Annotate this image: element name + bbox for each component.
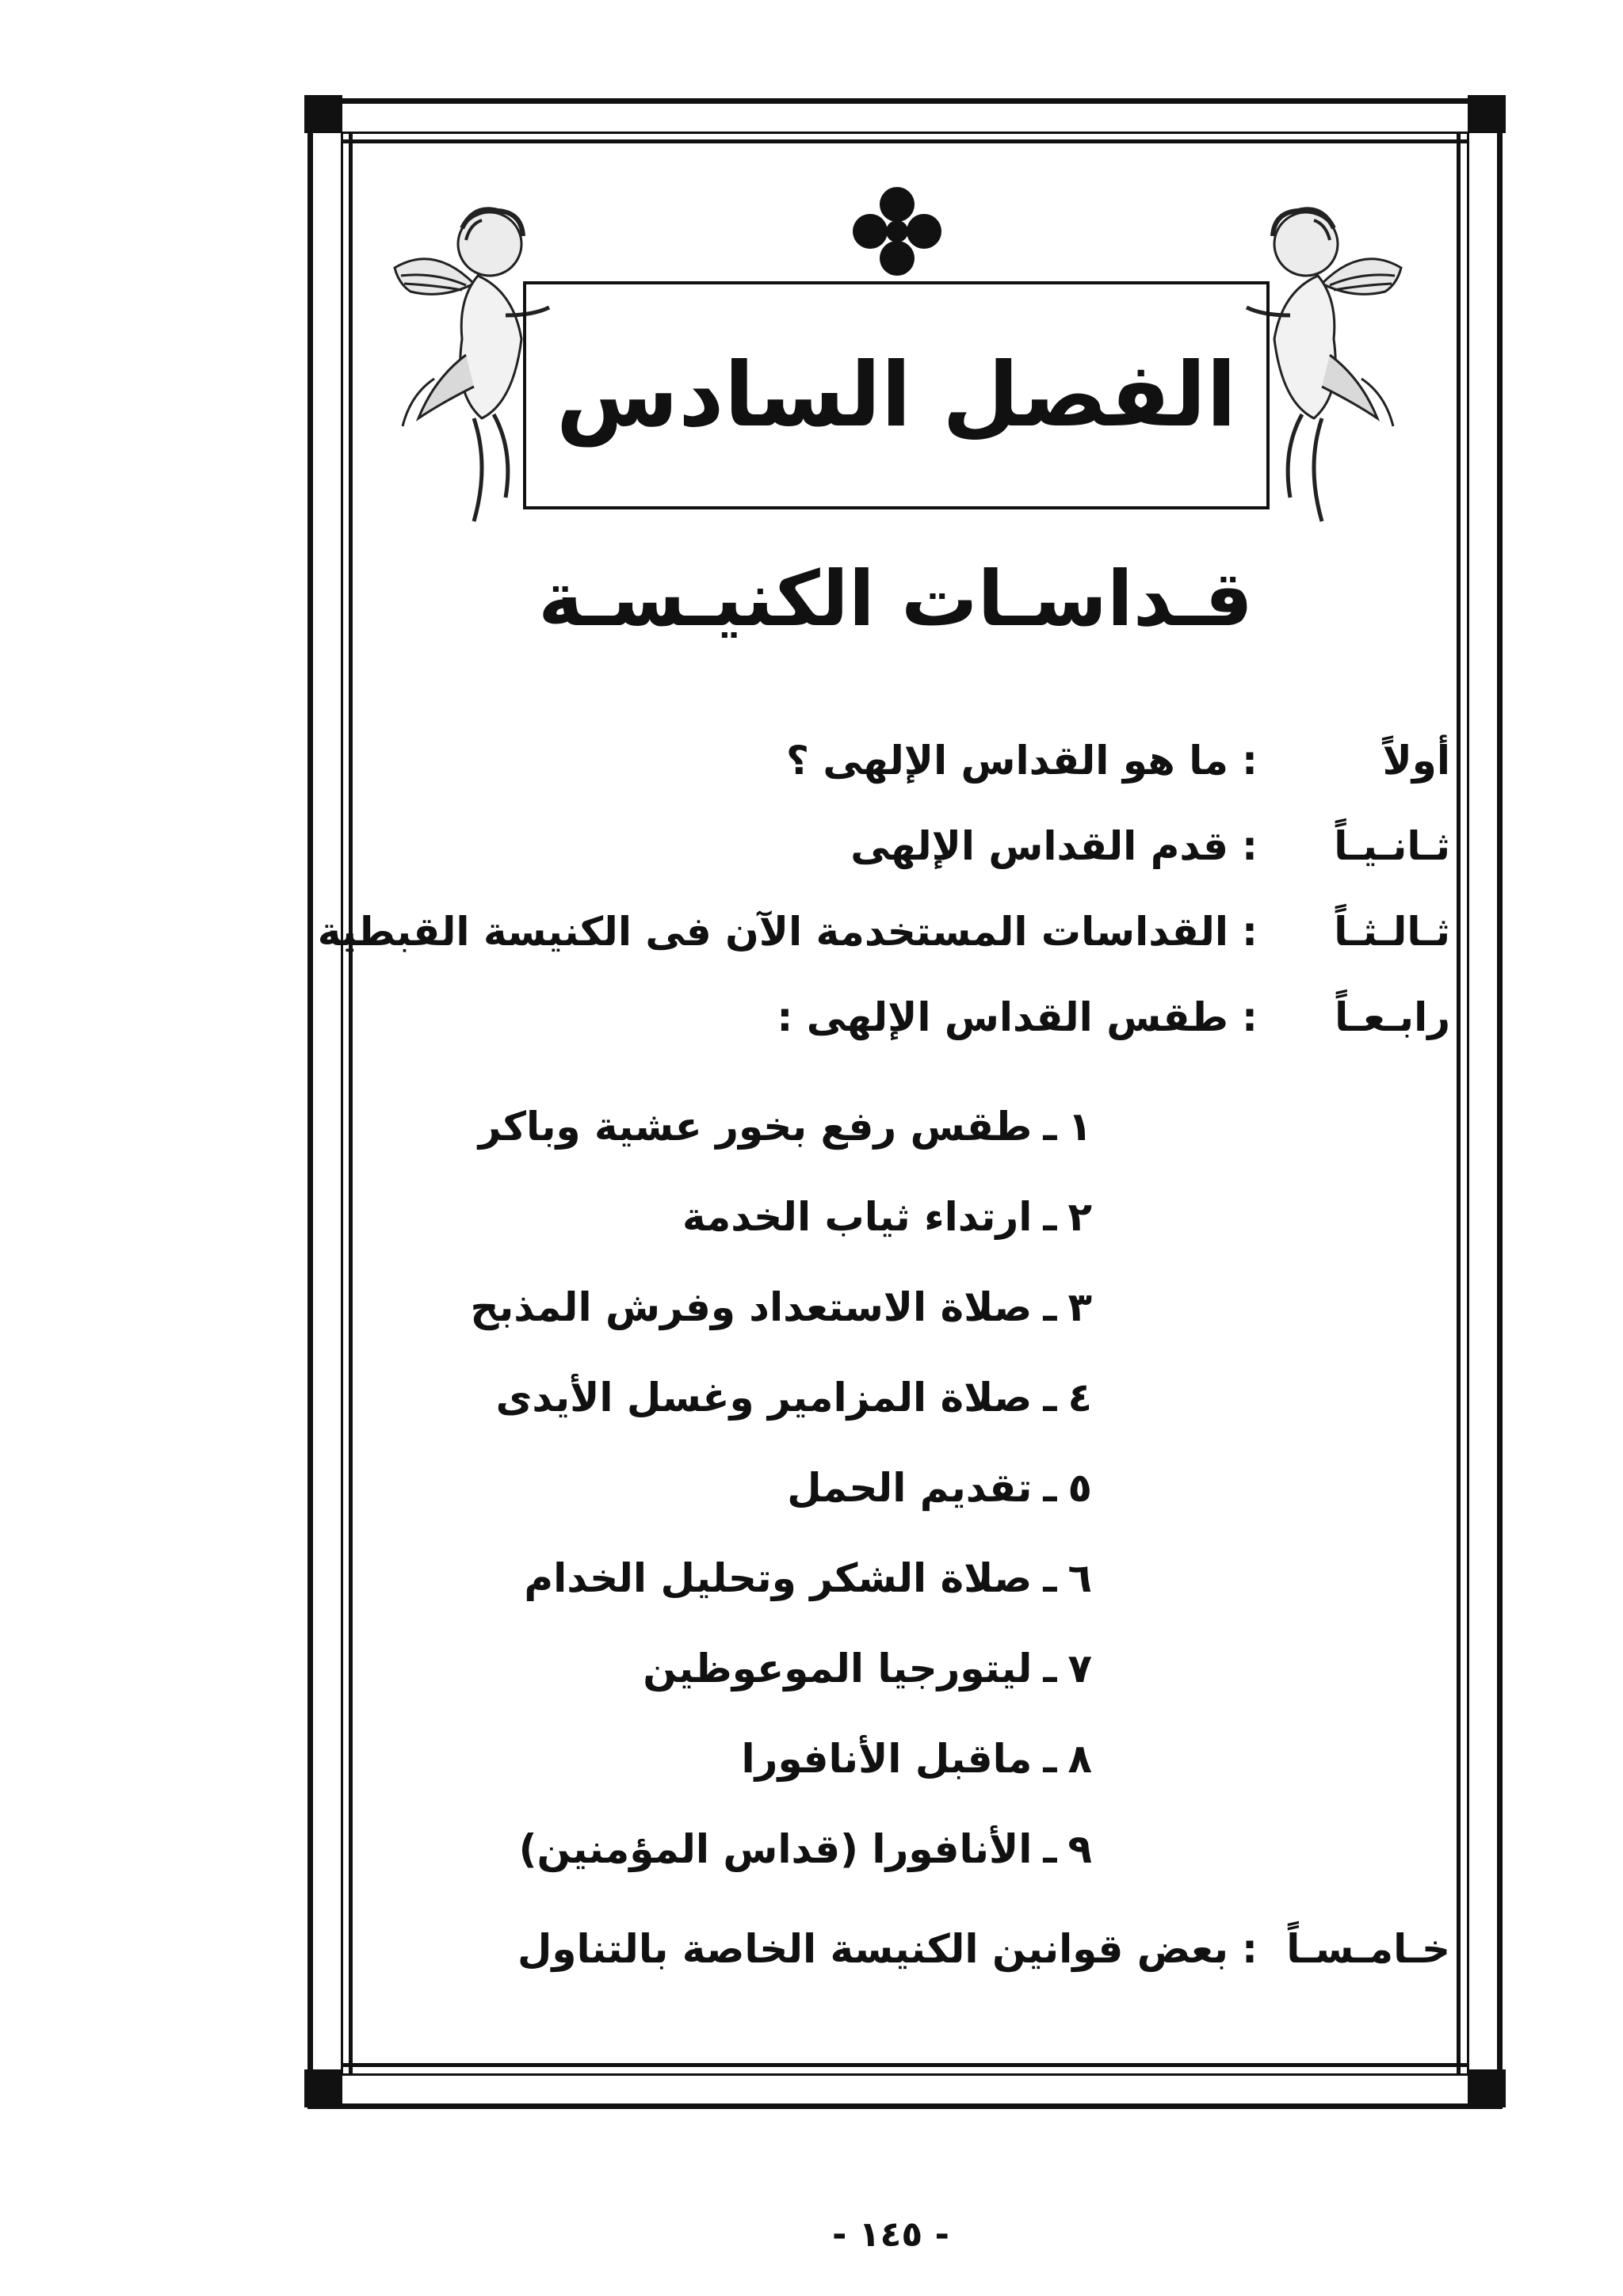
list-item <box>787 1456 1092 1520</box>
outline-label: ثـانـيـاً <box>1334 823 1450 869</box>
corner-square-bottom-left <box>304 2069 342 2107</box>
list-item-number: ٤ <box>1067 1375 1092 1421</box>
list-item-text: صلاة الشكر وتحليل الخدام <box>524 1555 1033 1601</box>
list-item-dash: ـ <box>1043 1194 1057 1240</box>
list-item-number: ٧ <box>1067 1646 1092 1691</box>
outline-text: ما هو القداس الإلهى ؟ <box>785 738 1228 784</box>
outline-separator: : <box>1242 994 1258 1040</box>
section-title: قـداسـات الكنيـسـة <box>538 555 1253 643</box>
list-item-number: ٢ <box>1067 1194 1092 1240</box>
list-item <box>470 1276 1092 1339</box>
outline-label: ثـالـثـاً <box>1334 909 1450 955</box>
outline-text: بعض قوانين الكنيسة الخاصة بالتناول <box>517 1926 1228 1972</box>
list-item <box>682 1185 1092 1249</box>
outline-label: خـامـسـاً <box>1286 1926 1450 1972</box>
list-item-number: ٨ <box>1067 1736 1092 1782</box>
outline-text: قدم القداس الإلهى <box>850 823 1228 869</box>
frame-left-bar <box>349 132 353 2076</box>
list-item-number: ٥ <box>1067 1465 1092 1511</box>
outline-row-5 <box>517 1917 1450 1981</box>
outline-separator: : <box>1242 738 1258 784</box>
list-item-dash: ـ <box>1043 1826 1057 1872</box>
outline-label: أولاً <box>1382 738 1450 784</box>
list-item-number: ٩ <box>1067 1826 1092 1872</box>
list-item <box>524 1547 1092 1610</box>
outline-row-3 <box>318 900 1450 963</box>
frame-top-bar <box>341 139 1469 143</box>
list-item-dash: ـ <box>1043 1646 1057 1691</box>
outline-separator: : <box>1242 909 1258 955</box>
list-item-text: ليتورجيا الموعوظين <box>643 1646 1033 1691</box>
list-item-text: صلاة الاستعداد وفرش المذبح <box>470 1284 1033 1330</box>
outline-separator: : <box>1242 1926 1258 1972</box>
page-number: - ١٤٥ - <box>832 2214 949 2255</box>
list-item-dash: ـ <box>1043 1736 1057 1782</box>
list-item <box>479 1095 1092 1158</box>
corner-square-top-left <box>304 95 342 133</box>
list-item <box>742 1727 1092 1791</box>
list-item-dash: ـ <box>1043 1284 1057 1330</box>
outline-row-4 <box>777 986 1450 1049</box>
list-item-text: صلاة المزامير وغسل الأيدى <box>495 1375 1033 1421</box>
corner-square-bottom-right <box>1468 2069 1506 2107</box>
list-item-number: ١ <box>1067 1104 1092 1150</box>
list-item-text: تقديم الحمل <box>787 1465 1033 1511</box>
list-item-dash: ـ <box>1043 1375 1057 1421</box>
frame-bottom-bar <box>341 2063 1469 2067</box>
cross-ornament-icon <box>850 184 945 279</box>
outline-separator: : <box>1242 823 1258 869</box>
outline-row-1 <box>786 729 1450 792</box>
list-item-text: ارتداء ثياب الخدمة <box>682 1194 1033 1240</box>
outline-row-2 <box>850 814 1450 878</box>
outline-label: رابـعـاً <box>1335 994 1450 1040</box>
corner-square-top-right <box>1468 95 1506 133</box>
outline-text: طقس القداس الإلهى : <box>777 994 1228 1040</box>
frame-right-bar <box>1457 132 1461 2076</box>
list-item-dash: ـ <box>1043 1104 1057 1150</box>
chapter-title-box <box>523 281 1270 509</box>
list-item <box>643 1637 1092 1700</box>
chapter-title: الفصل السادس <box>556 344 1237 447</box>
outline-text: القداسات المستخدمة الآن فى الكنيسة القبطية <box>317 909 1228 955</box>
list-item-text: طقس رفع بخور عشية وباكر <box>478 1104 1033 1150</box>
list-item-number: ٣ <box>1067 1284 1092 1330</box>
list-item-dash: ـ <box>1043 1555 1057 1601</box>
list-item-number: ٦ <box>1067 1555 1092 1601</box>
list-item <box>496 1366 1092 1429</box>
list-item-text: الأنافورا (قداس المؤمنين) <box>518 1826 1033 1872</box>
list-item-dash: ـ <box>1043 1465 1057 1511</box>
list-item <box>519 1817 1092 1881</box>
list-item-text: ماقبل الأنافورا <box>741 1736 1033 1782</box>
